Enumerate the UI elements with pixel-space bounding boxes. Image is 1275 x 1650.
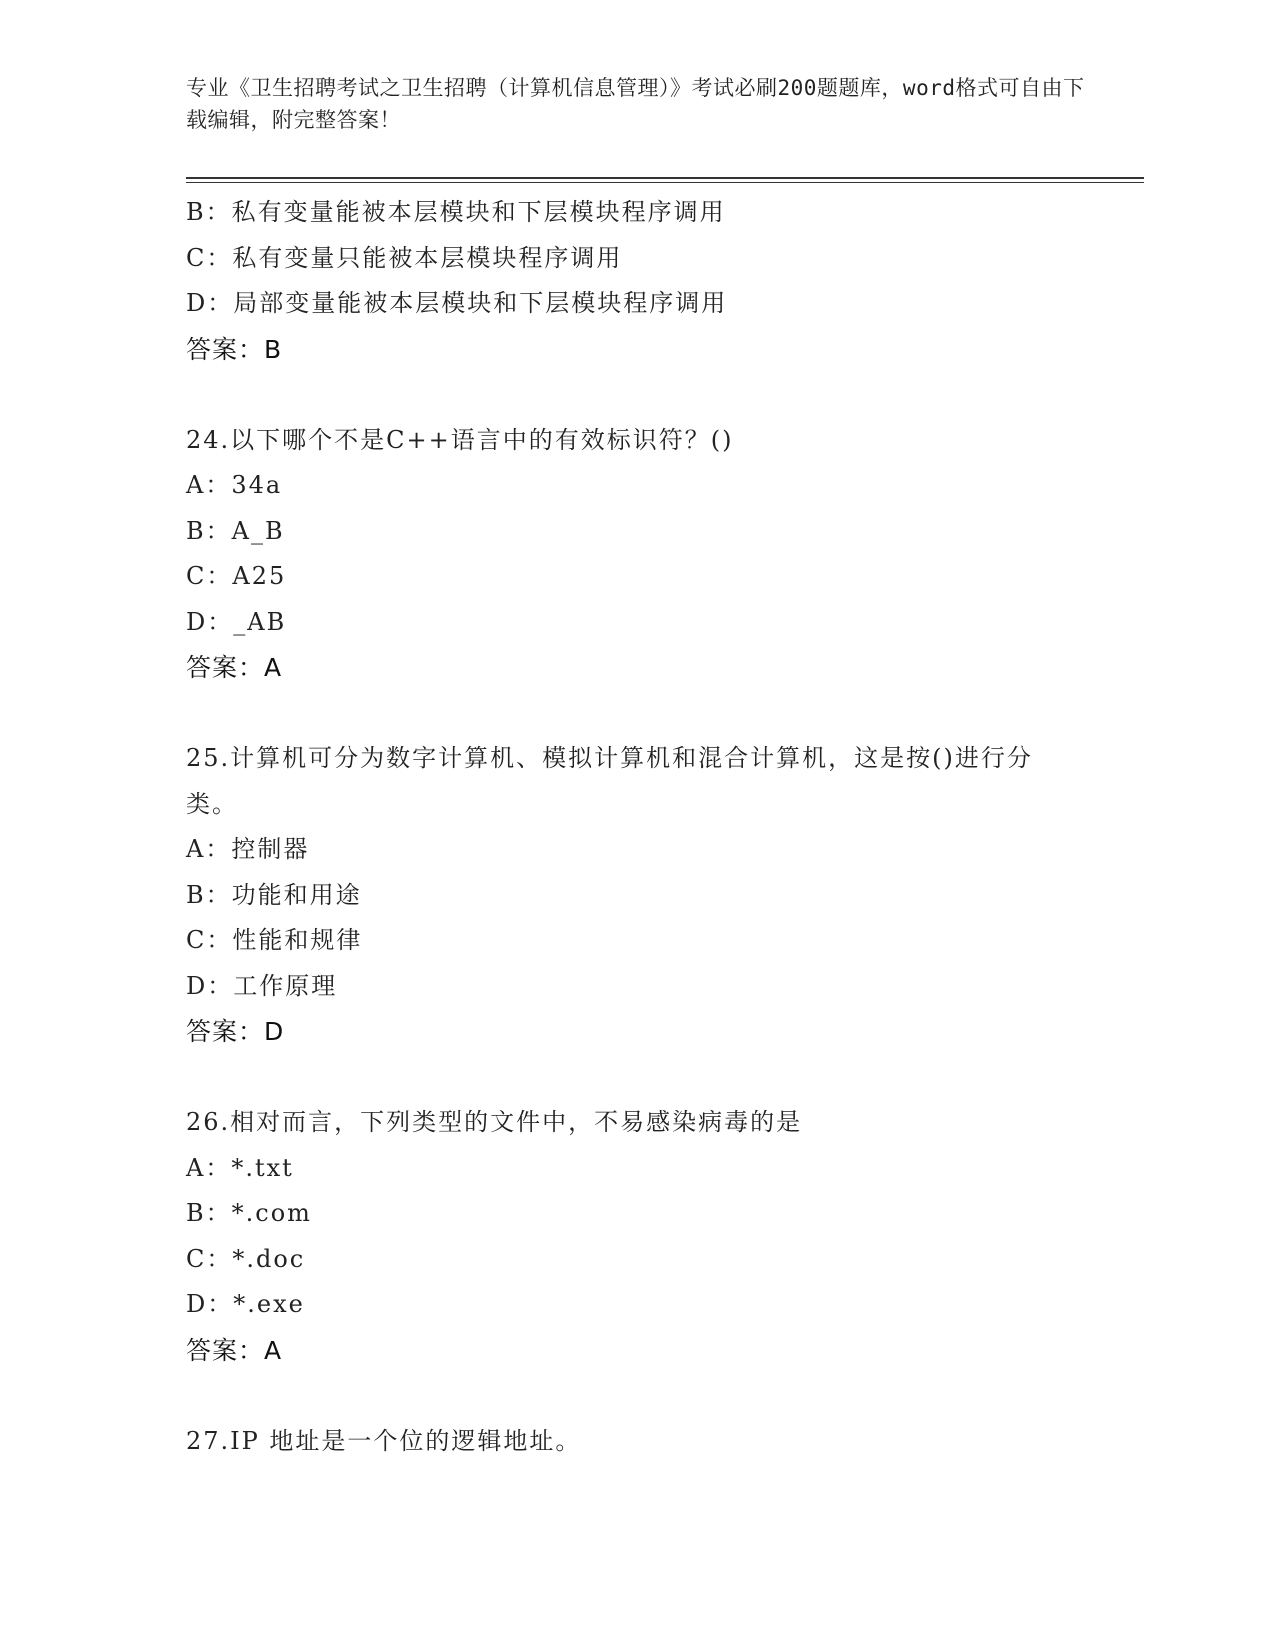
option-a: A：*.txt (186, 1153, 294, 1182)
option-d: D：局部变量能被本层模块和下层模块程序调用 (186, 289, 728, 317)
page-header: 专业《卫生招聘考试之卫生招聘（计算机信息管理）》考试必刷200题题库，word格式可自由下载编辑，附完整答案！ (186, 76, 1085, 132)
option-c: C：性能和规律 (186, 926, 363, 954)
option-b: B：A_B (186, 516, 285, 545)
option-a: A：34a (186, 471, 283, 499)
option-d: D：_AB (186, 607, 287, 636)
answer: 答案：B (186, 334, 283, 364)
option-b: B：*.com (186, 1199, 312, 1227)
question-text: 24.以下哪个不是C++语言中的有效标识符？() (186, 425, 734, 454)
option-c: C：私有变量只能被本层模块程序调用 (186, 243, 623, 272)
question-text: 25.计算机可分为数字计算机、模拟计算机和混合计算机，这是按()进行分类。 (186, 744, 1033, 818)
question-text: 27.IP 地址是一个位的逻辑地址。 (186, 1426, 582, 1455)
option-c: C：A25 (186, 562, 287, 590)
option-c: C：*.doc (186, 1244, 306, 1273)
answer: 答案：A (186, 1335, 283, 1365)
spacer (186, 691, 1086, 737)
question-25 (186, 736, 1086, 1055)
header-divider-thin (186, 182, 1144, 183)
header-divider (186, 177, 1144, 179)
question-23 (186, 190, 1086, 372)
option-a: A：控制器 (186, 835, 310, 863)
answer: 答案：D (186, 1017, 285, 1046)
question-26 (186, 1100, 1086, 1373)
option-d: D：工作原理 (186, 971, 338, 1000)
option-b: B：私有变量能被本层模块和下层模块程序调用 (186, 198, 726, 226)
option-d: D：*.exe (186, 1290, 305, 1318)
question-27 (186, 1419, 1086, 1465)
spacer (186, 1055, 1086, 1101)
spacer (186, 372, 1086, 418)
question-24 (186, 418, 1086, 691)
question-text: 26.相对而言，下列类型的文件中，不易感染病毒的是 (186, 1108, 803, 1136)
question-list (186, 190, 1086, 1464)
spacer (186, 1373, 1086, 1419)
option-b: B：功能和用途 (186, 880, 362, 909)
answer: 答案：A (186, 653, 283, 682)
